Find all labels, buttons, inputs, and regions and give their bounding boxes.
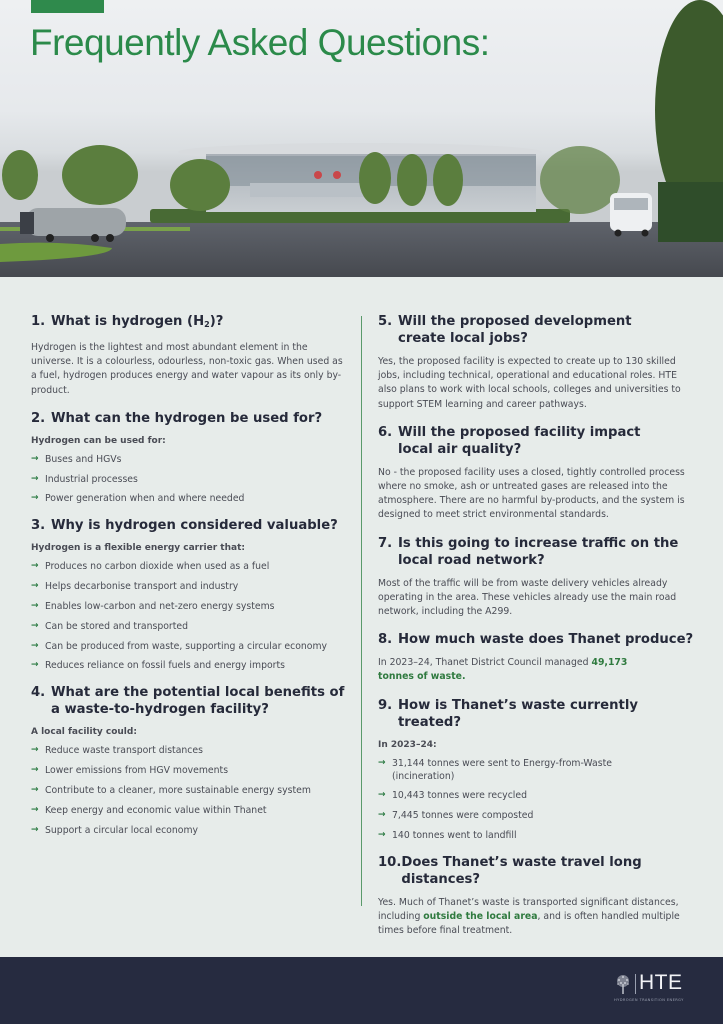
bullet-item [31, 560, 346, 573]
faq-item-8 [378, 631, 698, 684]
bullet-text: Keep energy and economic value within Thanet [45, 804, 267, 816]
question-number: 4. [31, 685, 46, 701]
faq-answer: Yes, the proposed facility is expected to create up to 130 skilled jobs, including technical, operational and educational roles. HTE also plans to work with local schools, colleges and universities to support STEM learning and career pathways. [378, 356, 681, 410]
question-text: Is this going to increase traffic on the local road network? [398, 535, 679, 568]
bullet-text: 31,144 tonnes were sent to Energy-from-Waste (incineration) [392, 757, 612, 782]
bullet-text: Reduces reliance on fossil fuels and energy imports [45, 660, 285, 672]
faq-question [378, 631, 698, 648]
faq-lead: Hydrogen is a flexible energy carrier that: [31, 543, 245, 554]
bullet-list [378, 757, 628, 842]
question-text: Will the proposed development create local jobs? [398, 314, 632, 346]
bullet-item [31, 744, 346, 757]
brand-name: HTE [639, 971, 683, 994]
faq-question [31, 410, 346, 427]
bullet-item [378, 789, 628, 802]
arrow-right-icon: → [31, 660, 39, 671]
arrow-right-icon: → [378, 790, 386, 801]
answer-text: In 2023–24, Thanet District Council managed [378, 657, 592, 669]
bullet-list [31, 453, 346, 506]
faq-question [378, 313, 698, 347]
bullet-text: Helps decarbonise transport and industry [45, 581, 239, 593]
brand-tagline: HYDROGEN TRANSITION ENERGY [614, 998, 684, 1002]
faq-answer: Hydrogen is the lightest and most abundant element in the universe. It is a colourless, odourless, non-toxic gas. When used as a fuel, hydrogen produces energy and water vapour as its only by-product. [31, 342, 343, 396]
bullet-list [31, 744, 346, 836]
arrow-right-icon: → [31, 824, 39, 835]
tree-icon [614, 974, 632, 996]
bullet-item [378, 809, 628, 822]
answer-text-end: , and is often handled multiple times before final treatment. [378, 911, 680, 937]
bullet-item [31, 473, 346, 486]
faq-question [31, 684, 346, 718]
question-text: Why is hydrogen considered valuable? [51, 518, 338, 534]
bullet-text: 140 tonnes went to landfill [392, 830, 517, 842]
bullet-text: Produces no carbon dioxide when used as a fuel [45, 561, 270, 573]
bullet-item [378, 829, 628, 842]
faq-item-2 [31, 410, 346, 506]
bullet-text: Can be stored and transported [45, 620, 189, 632]
bullet-text: Can be produced from waste, supporting a circular economy [45, 640, 328, 652]
arrow-right-icon: → [31, 581, 39, 592]
arrow-right-icon: → [31, 765, 39, 776]
bullet-item [31, 620, 346, 633]
answer-text: Yes. Much of Thanet’s waste is transported significant distances, including [378, 897, 679, 923]
faq-item-1 [31, 313, 346, 398]
faq-lead: A local facility could: [31, 727, 137, 738]
bullet-item [31, 764, 346, 777]
question-number: 8. [378, 632, 393, 648]
question-number: 3. [31, 518, 46, 534]
question-text: Does Thanet’s waste travel long distances? [401, 855, 642, 888]
bullet-item [31, 640, 346, 653]
question-number: 2. [31, 410, 46, 426]
question-number: 10. [378, 855, 402, 871]
bullet-text: 10,443 tonnes were recycled [392, 790, 528, 802]
accent-bar [31, 0, 104, 13]
hte-logo [614, 972, 694, 1004]
bullet-text: 7,445 tonnes were composted [392, 810, 534, 822]
question-text: What is hydrogen (H [51, 314, 205, 329]
faq-question [31, 517, 346, 534]
bullet-text: Reduce waste transport distances [45, 745, 203, 757]
question-text: What are the potential local benefits of a waste-to-hydrogen facility? [51, 685, 345, 718]
arrow-right-icon: → [31, 620, 39, 631]
logo-separator [635, 974, 636, 994]
bullet-item [31, 804, 346, 817]
bullet-item [31, 600, 346, 613]
faq-question [31, 313, 346, 333]
bullet-list [31, 560, 346, 672]
faq-item-5 [378, 313, 698, 412]
faq-answer: Most of the traffic will be from waste delivery vehicles already operating in the area. These vehicles already use the main road network, including the A299. [378, 577, 677, 618]
faq-question [378, 535, 698, 569]
answer-highlight: 49,173 tonnes of waste. [378, 657, 628, 683]
arrow-right-icon: → [31, 784, 39, 795]
arrow-right-icon: → [31, 640, 39, 651]
question-text: What can the hydrogen be used for? [51, 410, 323, 426]
question-text-end: )? [209, 314, 224, 329]
faq-answer [378, 896, 698, 939]
arrow-right-icon: → [31, 745, 39, 756]
question-number: 1. [31, 314, 46, 329]
arrow-right-icon: → [31, 473, 39, 484]
faq-item-6 [378, 424, 698, 523]
bullet-text: Enables low-carbon and net-zero energy systems [45, 601, 275, 612]
faq-item-4 [31, 684, 346, 836]
bullet-item [31, 453, 346, 466]
bullet-text: Buses and HGVs [45, 453, 122, 465]
arrow-right-icon: → [378, 830, 386, 841]
question-text: How is Thanet’s waste currently treated? [398, 697, 638, 730]
arrow-right-icon: → [31, 804, 39, 815]
faq-question [378, 854, 698, 888]
bullet-item [31, 824, 346, 837]
faq-answer [378, 656, 658, 684]
arrow-right-icon: → [31, 561, 39, 572]
faq-item-10 [378, 854, 698, 939]
arrow-right-icon: → [378, 810, 386, 821]
question-text: How much waste does Thanet produce? [398, 632, 694, 648]
arrow-right-icon: → [378, 757, 386, 768]
bullet-text: Support a circular local economy [45, 824, 199, 836]
answer-highlight: outside the local area [423, 911, 538, 923]
faq-item-3 [31, 517, 346, 672]
bullet-text: Lower emissions from HGV movements [45, 765, 229, 777]
faq-column-right [378, 313, 698, 951]
bullet-item [31, 492, 346, 505]
faq-item-7 [378, 535, 698, 620]
faq-answer: No - the proposed facility uses a closed, tightly controlled process where no smoke, ash or untreated gases are released into the atmosphere. There are no harmful by-products, and the system is designed to meet strict environmental standards. [378, 466, 685, 521]
faq-item-9 [378, 697, 698, 842]
bullet-item [31, 784, 346, 797]
bullet-text: Contribute to a cleaner, more sustainable energy system [45, 784, 311, 796]
bullet-text: Industrial processes [45, 473, 138, 485]
bullet-text: Power generation when and where needed [45, 493, 245, 505]
question-number: 7. [378, 535, 393, 551]
question-text: Will the proposed facility impact local air quality? [398, 424, 641, 457]
subscript: 2 [204, 320, 210, 329]
question-number: 9. [378, 697, 393, 713]
bullet-item [378, 757, 628, 783]
arrow-right-icon: → [31, 453, 39, 464]
faq-column-left [31, 313, 346, 849]
faq-lead: In 2023–24: [378, 739, 437, 750]
arrow-right-icon: → [31, 601, 39, 611]
bullet-item [31, 659, 346, 672]
faq-lead: Hydrogen can be used for: [31, 435, 166, 446]
bullet-item [31, 580, 346, 593]
page-title: Frequently Asked Questions: [30, 22, 490, 63]
faq-question [378, 424, 698, 458]
question-number: 5. [378, 314, 393, 329]
question-number: 6. [378, 424, 393, 440]
column-divider [361, 316, 362, 906]
arrow-right-icon: → [31, 493, 39, 504]
faq-question [378, 697, 698, 731]
